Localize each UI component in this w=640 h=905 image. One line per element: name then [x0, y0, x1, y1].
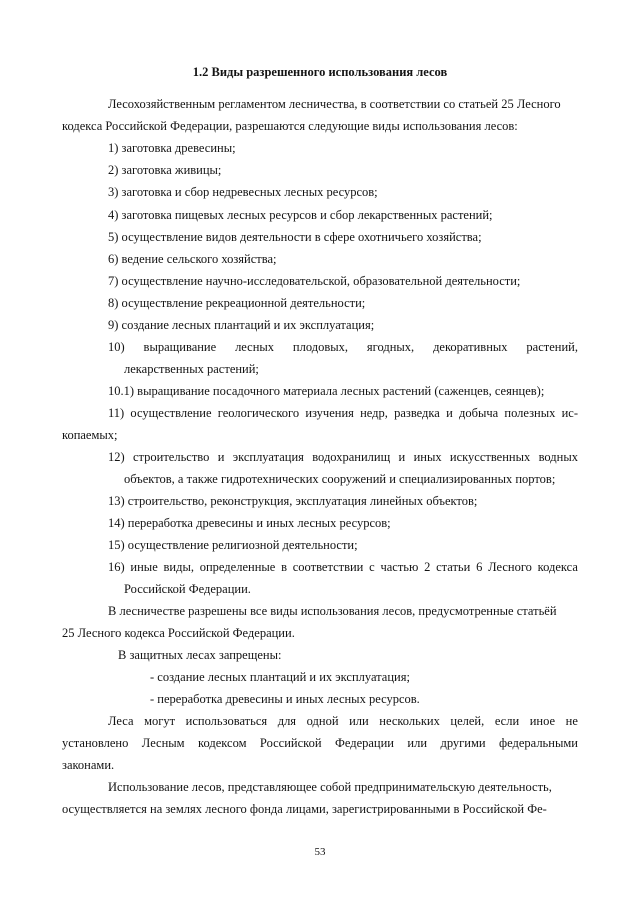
list-item: 8) осуществление рекреационной деятельности; [108, 296, 366, 310]
paragraph-line-justified: установлено Лесным кодексом Российской Федерации или другими федеральными [62, 736, 578, 750]
list-item: - переработка древесины и иных лесных ресурсов. [150, 692, 420, 706]
list-item: 13) строительство, реконструкция, эксплуатация линейных объектов; [108, 494, 478, 508]
paragraph-line: В защитных лесах запрещены: [118, 648, 282, 662]
paragraph-line: 25 Лесного кодекса Российской Федерации. [62, 626, 295, 640]
paragraph-line: осуществляется на землях лесного фонда лицами, зарегистрированными в Российской Фе- [62, 802, 547, 816]
paragraph-line-justified: Леса могут использоваться для одной или нескольких целей, если иное не [108, 714, 578, 728]
paragraph-line: Лесохозяйственным регламентом лесничества, в соответствии со статьей 25 Лесного [108, 97, 561, 111]
page-number: 53 [314, 846, 326, 858]
list-item: 5) осуществление видов деятельности в сфере охотничьего хозяйства; [108, 230, 482, 244]
list-item: 10.1) выращивание посадочного материала лесных растений (саженцев, сеянцев); [108, 384, 545, 398]
list-item-continuation: лекарственных растений; [124, 362, 259, 376]
paragraph-line: Использование лесов, представляющее собой предпринимательскую деятельность, [108, 780, 552, 794]
list-item: 7) осуществление научно-исследовательской, образовательной деятельности; [108, 274, 521, 288]
paragraph-line: кодекса Российской Федерации, разрешаются следующие виды использования лесов: [62, 119, 518, 133]
list-item-continuation: Российской Федерации. [124, 582, 251, 596]
paragraph-line: законами. [62, 758, 115, 772]
list-item-continuation: копаемых; [62, 428, 118, 442]
list-item-justified: 12) строительство и эксплуатация водохранилищ и иных искусственных водных [108, 450, 578, 464]
list-item: 1) заготовка древесины; [108, 141, 236, 155]
list-item-justified: 10) выращивание лесных плодовых, ягодных, декоративных растений, [108, 340, 578, 354]
list-item: 4) заготовка пищевых лесных ресурсов и сбор лекарственных растений; [108, 208, 493, 222]
list-item-justified: 16) иные виды, определенные в соответствии с частью 2 статьи 6 Лесного кодекса [108, 560, 578, 574]
list-item: 14) переработка древесины и иных лесных ресурсов; [108, 516, 391, 530]
list-item: 15) осуществление религиозной деятельности; [108, 538, 358, 552]
list-item-justified: 11) осуществление геологического изучения недр, разведка и добыча полезных ис- [108, 406, 578, 420]
list-item: 9) создание лесных плантаций и их эксплуатация; [108, 318, 375, 332]
paragraph-line: В лесничестве разрешены все виды использования лесов, предусмотренные статьёй [108, 604, 557, 618]
list-item: 6) ведение сельского хозяйства; [108, 252, 277, 266]
list-item: 3) заготовка и сбор недревесных лесных ресурсов; [108, 185, 378, 199]
list-item-continuation: объектов, а также гидротехнических сооружений и специализированных портов; [124, 472, 556, 486]
list-item: 2) заготовка живицы; [108, 163, 222, 177]
list-item: - создание лесных плантаций и их эксплуатация; [150, 670, 410, 684]
section-title: 1.2 Виды разрешенного использования лесов [192, 65, 448, 79]
